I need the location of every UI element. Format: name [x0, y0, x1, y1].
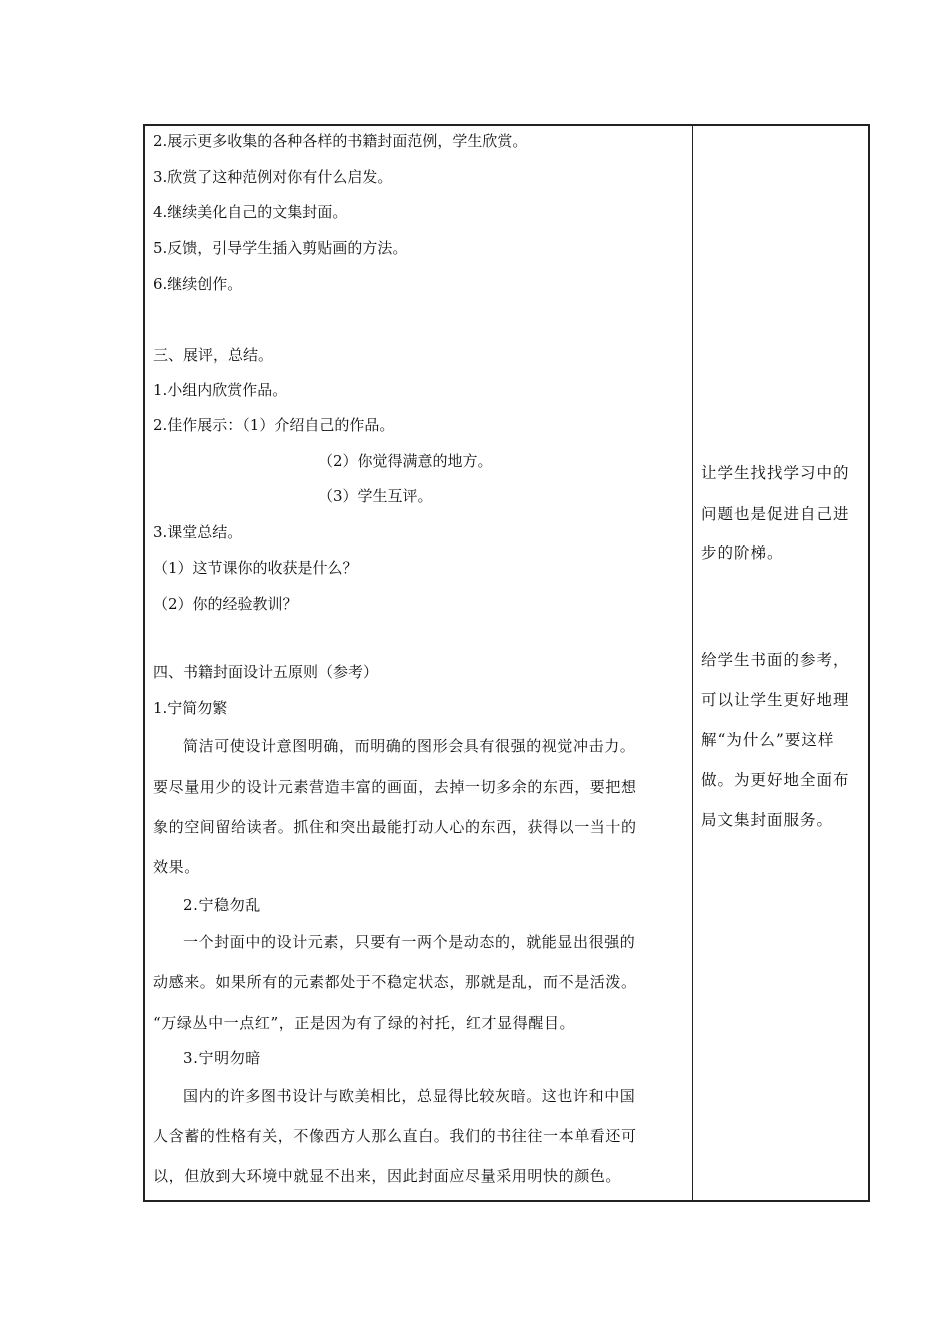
left-text-line: （2）你觉得满意的地方。 [318, 452, 493, 470]
content-table [143, 124, 870, 1202]
left-text-line: 象的空间留给读者。抓住和突出最能打动人心的东西，获得以一当十的 [153, 818, 637, 836]
left-text-line: 要尽量用少的设计元素营造丰富的画面，去掉一切多余的东西，要把想 [153, 778, 637, 796]
right-note-line: 问题也是促进自己进 [701, 505, 850, 523]
left-text-line: 以，但放到大环境中就显不出来，因此封面应尽量采用明快的颜色。 [153, 1167, 622, 1185]
left-text-line: 一个封面中的设计元素，只要有一两个是动态的，就能显出很强的 [183, 933, 636, 951]
left-text-line: 3.欣赏了这种范例对你有什么启发。 [153, 168, 393, 186]
left-text-line: 3.宁明勿暗 [183, 1049, 261, 1067]
right-note-line: 做。为更好地全面布 [701, 771, 850, 789]
left-text-line: 1.宁简勿繁 [153, 699, 228, 717]
right-note-line: 让学生找找学习中的 [701, 464, 850, 482]
left-text-line: （3）学生互评。 [318, 487, 433, 505]
left-text-line: 4.继续美化自己的文集封面。 [153, 203, 348, 221]
left-text-line: 效果。 [153, 858, 200, 876]
left-text-line: 3.课堂总结。 [153, 523, 243, 541]
left-text-line: “万绿丛中一点红”，正是因为有了绿的衬托，红才显得醒目。 [153, 1014, 576, 1032]
left-text-line: 动感来。如果所有的元素都处于不稳定状态，那就是乱，而不是活泼。 [153, 973, 637, 991]
left-text-line: 2.宁稳勿乱 [183, 896, 261, 914]
left-text-line: 四、书籍封面设计五原则（参考） [153, 663, 379, 681]
left-text-line: 国内的许多图书设计与欧美相比，总显得比较灰暗。这也许和中国 [183, 1087, 636, 1105]
right-note-line: 可以让学生更好地理 [701, 691, 850, 709]
left-text-line: （2）你的经验教训？ [153, 595, 298, 613]
left-text-line: 三、展评，总结。 [153, 346, 274, 364]
left-text-line: 人含蓄的性格有关，不像西方人那么直白。我们的书往往一本单看还可 [153, 1127, 637, 1145]
left-text-line: 5.反馈，引导学生插入剪贴画的方法。 [153, 239, 408, 257]
left-text-line: 2.展示更多收集的各种各样的书籍封面范例，学生欣赏。 [153, 132, 528, 150]
right-note-line: 局文集封面服务。 [701, 811, 834, 829]
left-text-line: 6.继续创作。 [153, 275, 243, 293]
left-text-line: （1）这节课你的收获是什么？ [153, 559, 358, 577]
left-text-line: 1.小组内欣赏作品。 [153, 381, 288, 399]
left-text-line: 简洁可使设计意图明确，而明确的图形会具有很强的视觉冲击力。 [183, 737, 636, 755]
left-text-line: 2.佳作展示：（1）介绍自己的作品。 [153, 416, 395, 434]
right-note-line: 解“为什么”要这样 [701, 731, 835, 749]
right-note-line: 给学生书面的参考， [701, 651, 850, 669]
right-note-line: 步的阶梯。 [701, 544, 784, 562]
column-divider [692, 126, 693, 1200]
